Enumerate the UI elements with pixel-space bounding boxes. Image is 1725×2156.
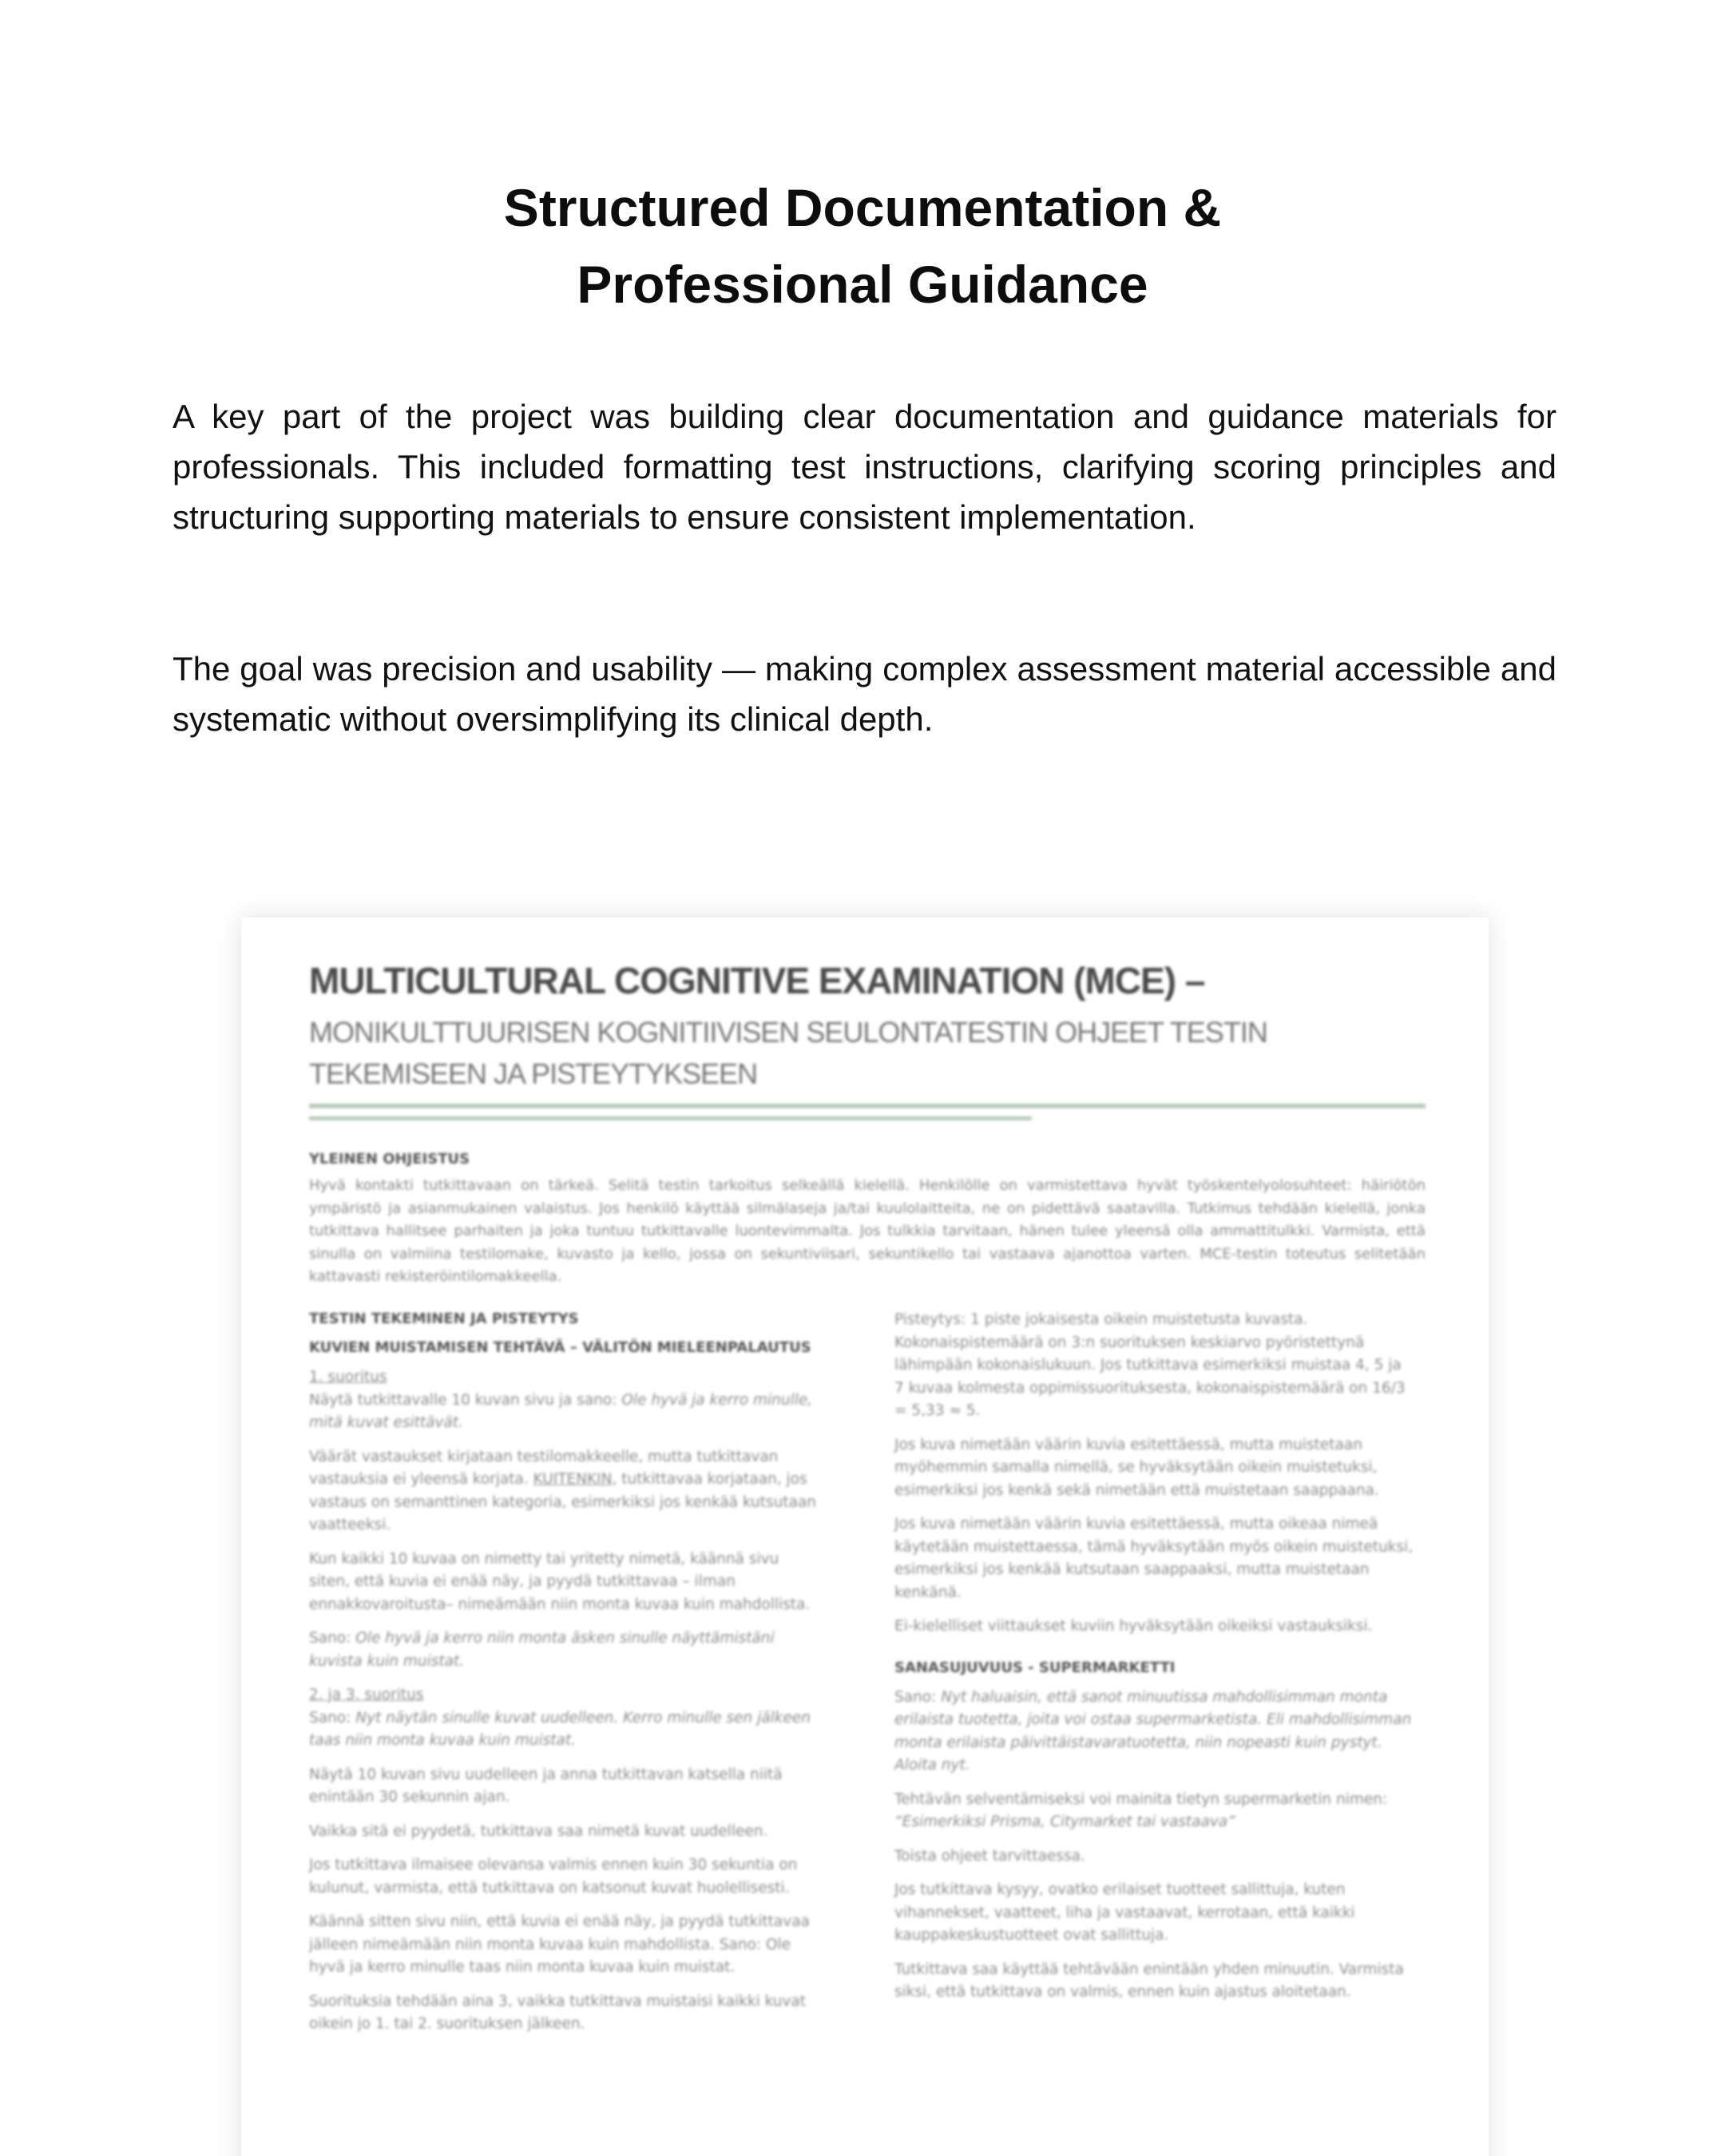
document-subtitle: MONIKULTTUURISEN KOGNITIIVISEN SEULONTATESTIN OHJEET TESTIN TEKEMISEEN JA PISTEYTYKSEEN	[309, 1016, 1267, 1090]
text: Sano:	[309, 1630, 356, 1647]
subsection-heading: KUVIEN MUISTAMISEN TEHTÄVÄ – VÄLITÖN MIELEENPALAUTUS	[309, 1339, 811, 1356]
text: Tehtävän selventämiseksi voi mainita tietyn supermarketin nimen:	[894, 1790, 1388, 1808]
doc-paragraph: Toista ohjeet tarvittaessa.	[894, 1847, 1085, 1865]
intro-paragraph-2: The goal was precision and usability — making complex assessment material accessible and systematic without oversimplifying its clinical depth.	[172, 650, 1556, 738]
trial-label: 2. ja 3. suoritus	[309, 1686, 424, 1703]
emphasis: KUITENKIN	[533, 1471, 613, 1488]
page-title	[0, 169, 1725, 323]
doc-paragraph: Kun kaikki 10 kuvaa on nimetty tai yritetty nimetä, käännä sivu siten, että kuvia ei enää näy, ja pyydä tutkittavaa – ilman ennakkovaroitusta– nimeämään niin monta kuvaa kuin mahdollista.	[309, 1550, 811, 1613]
doc-paragraph	[309, 1627, 820, 1673]
text: Sano:	[894, 1688, 942, 1706]
doc-paragraph: Jos kuva nimetään väärin kuvia esitettäessä, mutta oikeaa nimeä käytetään muistettaessa, tämä hyväksytään myös oikein muistetuksi, esimerkiksi jos kenkää kutsutaan saappaaksi, mutta muistetaan kenkänä.	[894, 1516, 1414, 1601]
doc-paragraph: Jos tutkittava ilmaisee olevansa valmis ennen kuin 30 sekuntia on kulunut, varmista, että tutkittava on katsonut kuvat huolellisesti.	[309, 1857, 798, 1896]
doc-paragraph: Jos kuva nimetään väärin kuvia esitettäessä, mutta muistetaan myöhemmin samalla nimellä, se hyväksytään oikein muistetuksi, esimerkiksi jos kenkä sekä nimetään että muistetaan saappaana.	[894, 1436, 1379, 1499]
doc-paragraph: Pisteytys: 1 piste jokaisesta oikein muistetusta kuvasta. Kokonaispistemäärä on 3:n suorituksen keskiarvo pyöristettynä lähimpään kokonaislukuun. Jos tutkittava esimerkiksi muistaa 4, 5 ja 7 kuvaa kolmesta oppimissuorituksesta, kokonaispistemäärä on 16/3 = 5,33 ≈ 5.	[894, 1311, 1406, 1419]
quote: Nyt näytän sinulle kuvat uudelleen. Kerro minulle sen jälkeen taas niin monta kuvaa kuin muistat.	[309, 1709, 811, 1749]
doc-paragraph	[894, 1686, 1414, 1778]
page-title-line-2: Professional Guidance	[577, 255, 1148, 314]
right-column	[894, 1309, 1414, 2015]
doc-paragraph: Käännä sitten sivu niin, että kuvia ei enää näy, ja pyydä tutkittavaa jälleen nimeämään niin monta kuvaa kuin mahdollista. Sano: Ole hyvä ja kerro minulle taas niin monta kuvaa kuin muistat.	[309, 1913, 810, 1976]
quote: “Esimerkiksi Prisma, Citymarket tai vastaava”	[894, 1813, 1235, 1830]
trial-label: 1. suoritus	[309, 1369, 387, 1385]
intro-paragraph-1: A key part of the project was building clear documentation and guidance materials for professionals. This included formatting test instructions, clarifying scoring principles and structuring supporting materials to ensure consistent implementation.	[172, 398, 1556, 536]
section-heading: TESTIN TEKEMINEN JA PISTEYTYS	[309, 1310, 579, 1327]
doc-paragraph: Tutkittava saa käyttää tehtävään enintään yhden minuutin. Varmista siksi, että tutkittava on valmis, ennen kuin ajastus aloitetaan.	[894, 1960, 1404, 2000]
general-text: Hyvä kontakti tutkittavaan on tärkeä. Selitä testin tarkoitus selkeällä kielellä. Henkilölle on varmistettava hyvät työskentelyolosuhteet: häiriötön ympäristö ja asianmukainen valaistus. Jos henkilö käyttää silmälaseja ja/tai kuulolaitteita, ne on pidettävä saatavilla. Tutkimus tehdään kielellä, jonka tutkittava hallitsee parhaiten ja joka tuntuu tutkittavalle luontevimmalta. Jos tulkkia tarvitaan, hänen tulee yleensä olla ammattitulkki. Varmista, että sinulla on valmiina testilomake, kuvasto ja kello, jossa on sekuntiviisari, sekuntikello tai vastaava ajanottoa varten. MCE-testin toteutus selitetään kattavasti rekisteröintilomakkeella.	[309, 1177, 1426, 1285]
doc-paragraph: Suorituksia tehdään aina 3, vaikka tutkittava muistaisi kaikki kuvat oikein jo 1. tai 2. suorituksen jälkeen.	[309, 1992, 807, 2032]
doc-paragraph	[309, 1389, 820, 1435]
accent-rule-short	[309, 1116, 1032, 1120]
general-heading: YLEINEN OHJEISTUS	[309, 1151, 470, 1167]
quote: Ole hyvä ja kerro minulle, mitä kuvat esittävät.	[309, 1391, 813, 1431]
doc-paragraph: Jos tutkittava kysyy, ovatko erilaiset tuotteet sallittuja, kuten vihannekset, vaatteet, liha ja vastaavat, kerrotaan, että kaikki kauppakeskustuotteet ovat sallittuja.	[894, 1881, 1355, 1944]
doc-paragraph	[309, 1446, 820, 1537]
page-title-line-1: Structured Documentation &	[503, 178, 1222, 237]
doc-paragraph: Vaikka sitä ei pyydetä, tutkittava saa nimetä kuvat uudelleen.	[309, 1822, 768, 1840]
doc-paragraph: Näytä 10 kuvan sivu uudelleen ja anna tutkittavan katsella niitä enintään 30 sekunnin ajan.	[309, 1766, 783, 1805]
section-heading: SANASUJUVUUS - SUPERMARKETTI	[894, 1659, 1176, 1676]
text: Väärät vastaukset kirjataan testilomakkeelle, mutta tutkittavan vastauksia ei yleensä korjata.	[309, 1448, 779, 1488]
document-title: MULTICULTURAL COGNITIVE EXAMINATION (MCE) –	[309, 960, 1205, 1001]
doc-paragraph	[894, 1789, 1414, 1834]
quote: Ole hyvä ja kerro niin monta äsken sinulle näyttämistäni kuvista kuin muistat.	[309, 1630, 775, 1670]
text: , tutkittavaa korjataan, jos vastaus on semanttinen kategoria, esimerkiksi jos kenkää kutsutaan vaatteeksi.	[309, 1471, 817, 1533]
left-column	[309, 1309, 820, 2047]
text: Sano:	[309, 1709, 356, 1726]
text: Näytä tutkittavalle 10 kuvan sivu ja sano:	[309, 1391, 622, 1409]
doc-paragraph	[309, 1707, 820, 1753]
quote: Nyt haluaisin, että sanot minuutissa mahdollisimman monta erilaista tuotetta, joita voi ostaa supermarketista. Eli mahdollisimman monta erilaista päivittäistavaratuotetta, niin nopeasti kuin pystyt. Aloita nyt.	[894, 1688, 1412, 1774]
accent-rule	[309, 1104, 1426, 1108]
doc-paragraph: Ei-kielelliset viittaukset kuviin hyväksytään oikeiksi vastauksiksi.	[894, 1618, 1373, 1635]
document-preview	[241, 917, 1489, 2156]
